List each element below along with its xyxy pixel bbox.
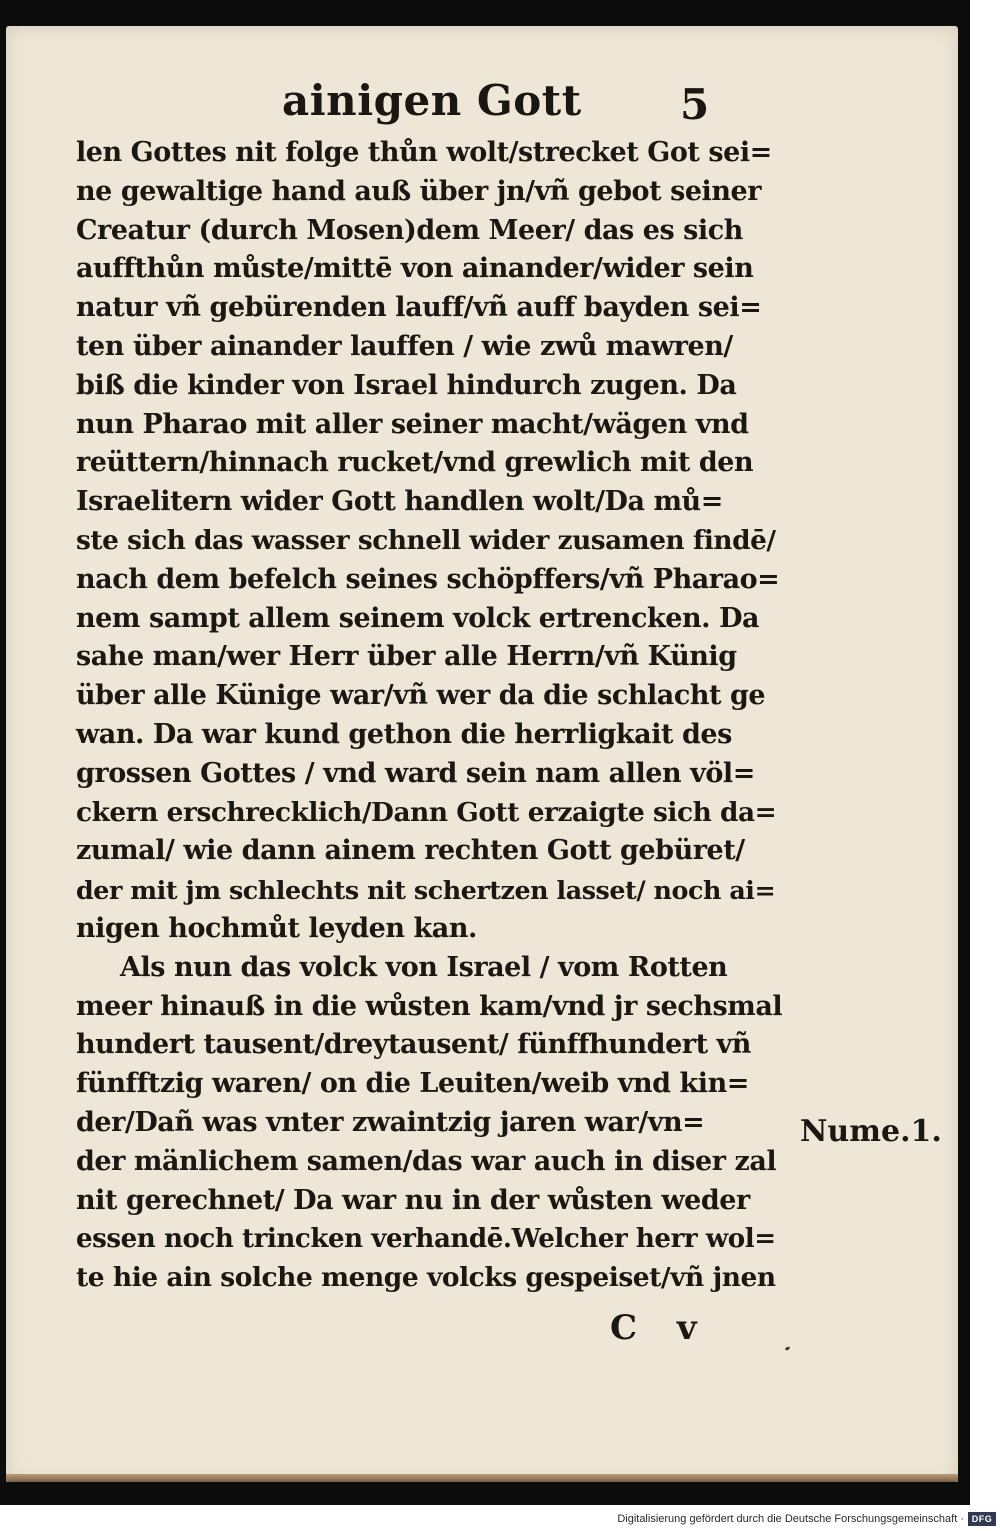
text-line: nem sampt allem seinem volck ertrencken. Da [76, 602, 760, 634]
text-line: sahe man/wer Herr über alle Herrn/vñ Künig [76, 641, 737, 673]
running-head: ainigen Gott [282, 76, 582, 125]
text-line: meer hinauß in die wůsten kam/vnd jr sechsmal [76, 990, 783, 1022]
text-line: nun Pharao mit aller seiner macht/wägen vnd [76, 408, 749, 440]
text-line: natur vñ gebürenden lauff/vñ auff bayden sei= [76, 292, 762, 324]
text-line: auffthůn můste/mittē von ainander/wider sein [76, 253, 754, 285]
text-line: ste sich das wasser schnell wider zusamen findē/ [76, 524, 776, 556]
text-line: Als nun das volck von Israel / vom Rotten [120, 951, 728, 983]
text-line: ne gewaltige hand auß über jn/vñ gebot seiner [76, 175, 762, 207]
text-block [76, 134, 784, 1298]
text-line: der/Dañ was vnter zwaintzig jaren war/vn= [76, 1106, 705, 1138]
text-line: fünfftzig waren/ on die Leuiten/weib vnd kin= [76, 1068, 749, 1100]
footer-credit: Digitalisierung gefördert durch die Deutsche Forschungsgemeinschaft · [617, 1513, 964, 1525]
dfg-logo: DFG [968, 1512, 996, 1526]
folio-number: 5 [680, 80, 710, 129]
text-line: biß die kinder von Israel hindurch zugen. Da [76, 369, 737, 401]
text-line: wan. Da war kund gethon die herrligkait des [76, 718, 732, 750]
text-line: te hie ain solche menge volcks gespeiset/vñ jnen [76, 1262, 776, 1294]
text-line: hundert tausent/dreytausent/ fünffhundert vñ [76, 1029, 751, 1061]
text-line: nigen hochmůt leyden kan. [76, 912, 477, 944]
signature-mark: C v [610, 1308, 711, 1348]
text-line: len Gottes nit folge thůn wolt/strecket Got sei= [76, 137, 772, 168]
page-edge [6, 1474, 958, 1482]
text-line: über alle Künige war/vñ wer da die schlacht ge [76, 680, 766, 712]
text-line: reüttern/hinnach rucket/vnd grewlich mit den [76, 447, 754, 479]
text-line: der mit jm schlechts nit schertzen lasset/ noch ai= [76, 875, 776, 906]
text-line: nach dem befelch seines schöpffers/vñ Pharao= [76, 563, 780, 595]
text-line: ten über ainander lauffen / wie zwů mawren/ [76, 330, 733, 362]
text-line: essen noch trincken verhandē.Welcher herr wol= [76, 1223, 776, 1255]
text-line: nit gerechnet/ Da war nu in der wůsten weder [76, 1184, 750, 1216]
text-line: der mänlichem samen/das war auch in diser zal [76, 1145, 777, 1177]
text-line: ckern erschrecklich/Dann Gott erzaigte sich da= [76, 796, 777, 828]
text-line: Israelitern wider Gott handlen wolt/Da mů= [76, 486, 723, 518]
text-line: Creatur (durch Mosen)dem Meer/ das es sich [76, 214, 743, 246]
text-line: grossen Gottes / vnd ward sein nam allen völ= [76, 757, 755, 789]
marginal-note: Nume.1. [800, 1114, 942, 1149]
text-line: zumal/ wie dann ainem rechten Gott gebüret/ [76, 835, 745, 867]
footer-bar [0, 1505, 1000, 1531]
